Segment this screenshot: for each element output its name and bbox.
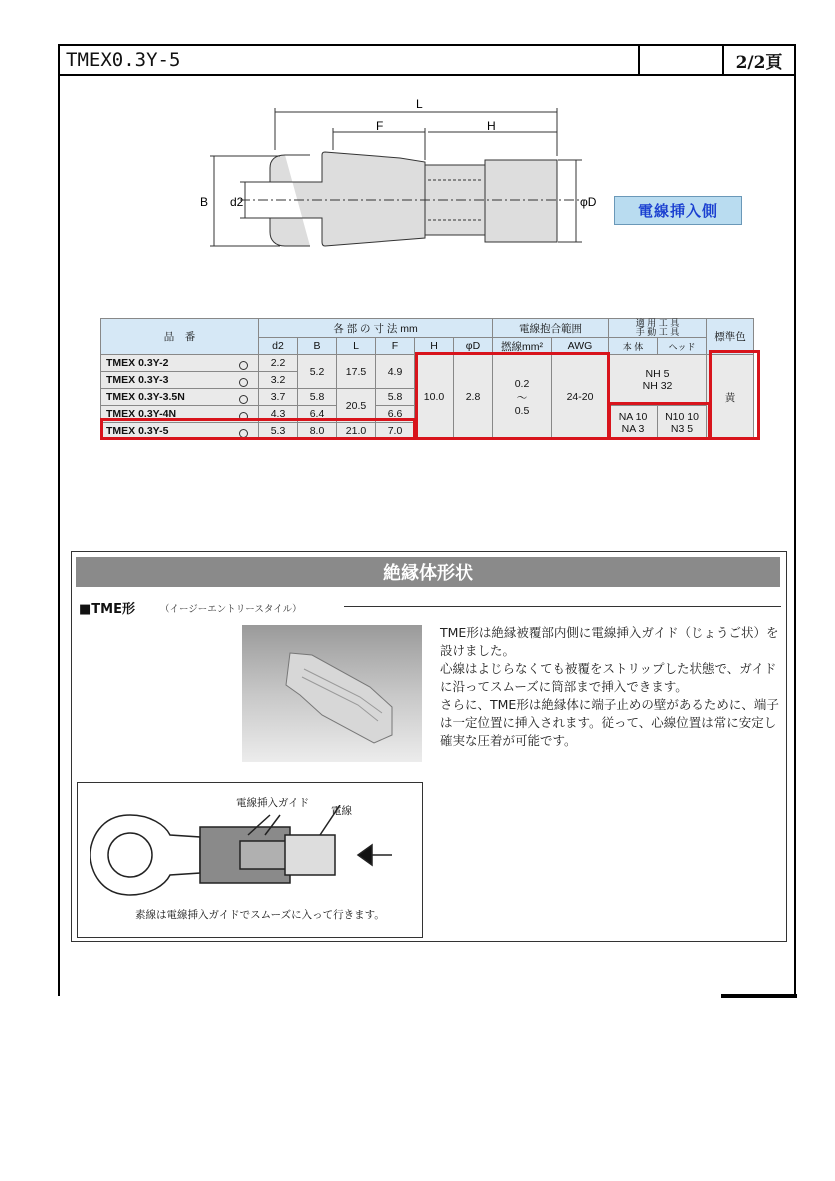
cell-F: 5.8 [376, 389, 415, 406]
th-awg: AWG [552, 338, 609, 355]
th-d2: d2 [259, 338, 298, 355]
highlight-tool [608, 402, 711, 440]
cell-H: 10.0 [415, 355, 454, 440]
th-tool-body: 本 体 [609, 338, 658, 355]
cell-L: 21.0 [337, 423, 376, 440]
th-part: 品 番 [101, 319, 259, 355]
th-tool: 適 用 工 具 手 動 工 具 [609, 319, 707, 338]
cell-F: 6.6 [376, 406, 415, 423]
dim-label-L: L [416, 97, 423, 111]
divider [344, 606, 781, 607]
terminal-dimension-drawing [190, 90, 610, 270]
cell-d2: 3.7 [259, 389, 298, 406]
guide-caption: 素線は電線挿入ガイドでスムーズに入って行きます。 [135, 909, 385, 921]
header-blank-cell [640, 46, 724, 74]
cell-L: 20.5 [337, 389, 376, 423]
wire-label: 電線 [331, 805, 352, 817]
terminal-photo [242, 625, 422, 762]
cell-D: 2.8 [454, 355, 493, 440]
table-row: TMEX 0.3Y-5 [101, 423, 259, 440]
table-row: TMEX 0.3Y-2 [101, 355, 259, 372]
desc-paragraph: さらに、TME形は絶縁体に端子止めの壁があるために、端子は一定位置に挿入されます。従って、心線位置は常に安定し確実な圧着が可能です。 [440, 697, 779, 748]
cell-L: 17.5 [337, 355, 376, 389]
subsection-note: （イージーエントリースタイル） [160, 604, 302, 615]
cell-d2: 3.2 [259, 372, 298, 389]
cell-tool-na: NA 10 NA 3 [609, 406, 658, 440]
highlight-row-tmex-5 [100, 418, 416, 440]
th-D: φD [454, 338, 493, 355]
dim-label-B: B [200, 195, 209, 209]
desc-paragraph: 心線はよじらなくても被覆をストリップした状態で、ガイドに沿ってスムーズに筒部まで挿入できます。 [440, 661, 777, 694]
cell-tool-n: N10 10 N3 5 [658, 406, 707, 440]
highlight-dims [415, 352, 610, 440]
th-B: B [298, 338, 337, 355]
table-row: TMEX 0.3Y-3 [101, 372, 259, 389]
cell-B: 6.4 [298, 406, 337, 423]
cell-F: 7.0 [376, 423, 415, 440]
desc-paragraph: TME形は絶縁被覆部内側に電線挿入ガイド（じょうご状）を設けました。 [440, 625, 779, 658]
footer-bar [721, 994, 797, 998]
cell-tool-nh: NH 5 NH 32 [609, 355, 707, 406]
dim-label-D: φD [580, 195, 597, 209]
th-color: 標準色 [707, 319, 754, 355]
wire-insert-side-label: 電線挿入側 [614, 196, 742, 225]
highlight-color [709, 350, 760, 440]
page-number: 2/2頁 [735, 52, 783, 73]
th-dims: 各 部 の 寸 法 mm [259, 319, 493, 338]
section-title: 絶縁体形状 [76, 557, 780, 587]
th-L: L [337, 338, 376, 355]
cell-strand: 0.2 〜 0.5 [493, 355, 552, 440]
guide-label: 電線挿入ガイド [236, 797, 310, 809]
wire-insertion-diagram [90, 805, 410, 905]
cell-d2: 5.3 [259, 423, 298, 440]
table-row: TMEX 0.3Y-3.5N [101, 389, 259, 406]
dim-label-H: H [487, 119, 496, 133]
description [440, 624, 782, 750]
th-H: H [415, 338, 454, 355]
cell-B: 8.0 [298, 423, 337, 440]
cell-F: 4.9 [376, 355, 415, 389]
subsection-heading: ■TME形 [79, 602, 135, 617]
dim-label-F: F [376, 119, 384, 133]
dim-label-d2: d2 [230, 195, 244, 209]
cell-d2: 4.3 [259, 406, 298, 423]
th-wire: 電線抱合範囲 [493, 319, 609, 338]
cell-awg: 24-20 [552, 355, 609, 440]
cell-d2: 2.2 [259, 355, 298, 372]
cell-B: 5.2 [298, 355, 337, 389]
th-tool-head: ヘッド [658, 338, 707, 355]
page-header [58, 44, 796, 76]
cell-color: 黄 [707, 355, 754, 440]
th-F: F [376, 338, 415, 355]
table-row: TMEX 0.3Y-4N [101, 406, 259, 423]
cell-B: 5.8 [298, 389, 337, 406]
th-strand: 撚線mm² [493, 338, 552, 355]
page-title: TMEX0.3Y-5 [60, 46, 640, 74]
